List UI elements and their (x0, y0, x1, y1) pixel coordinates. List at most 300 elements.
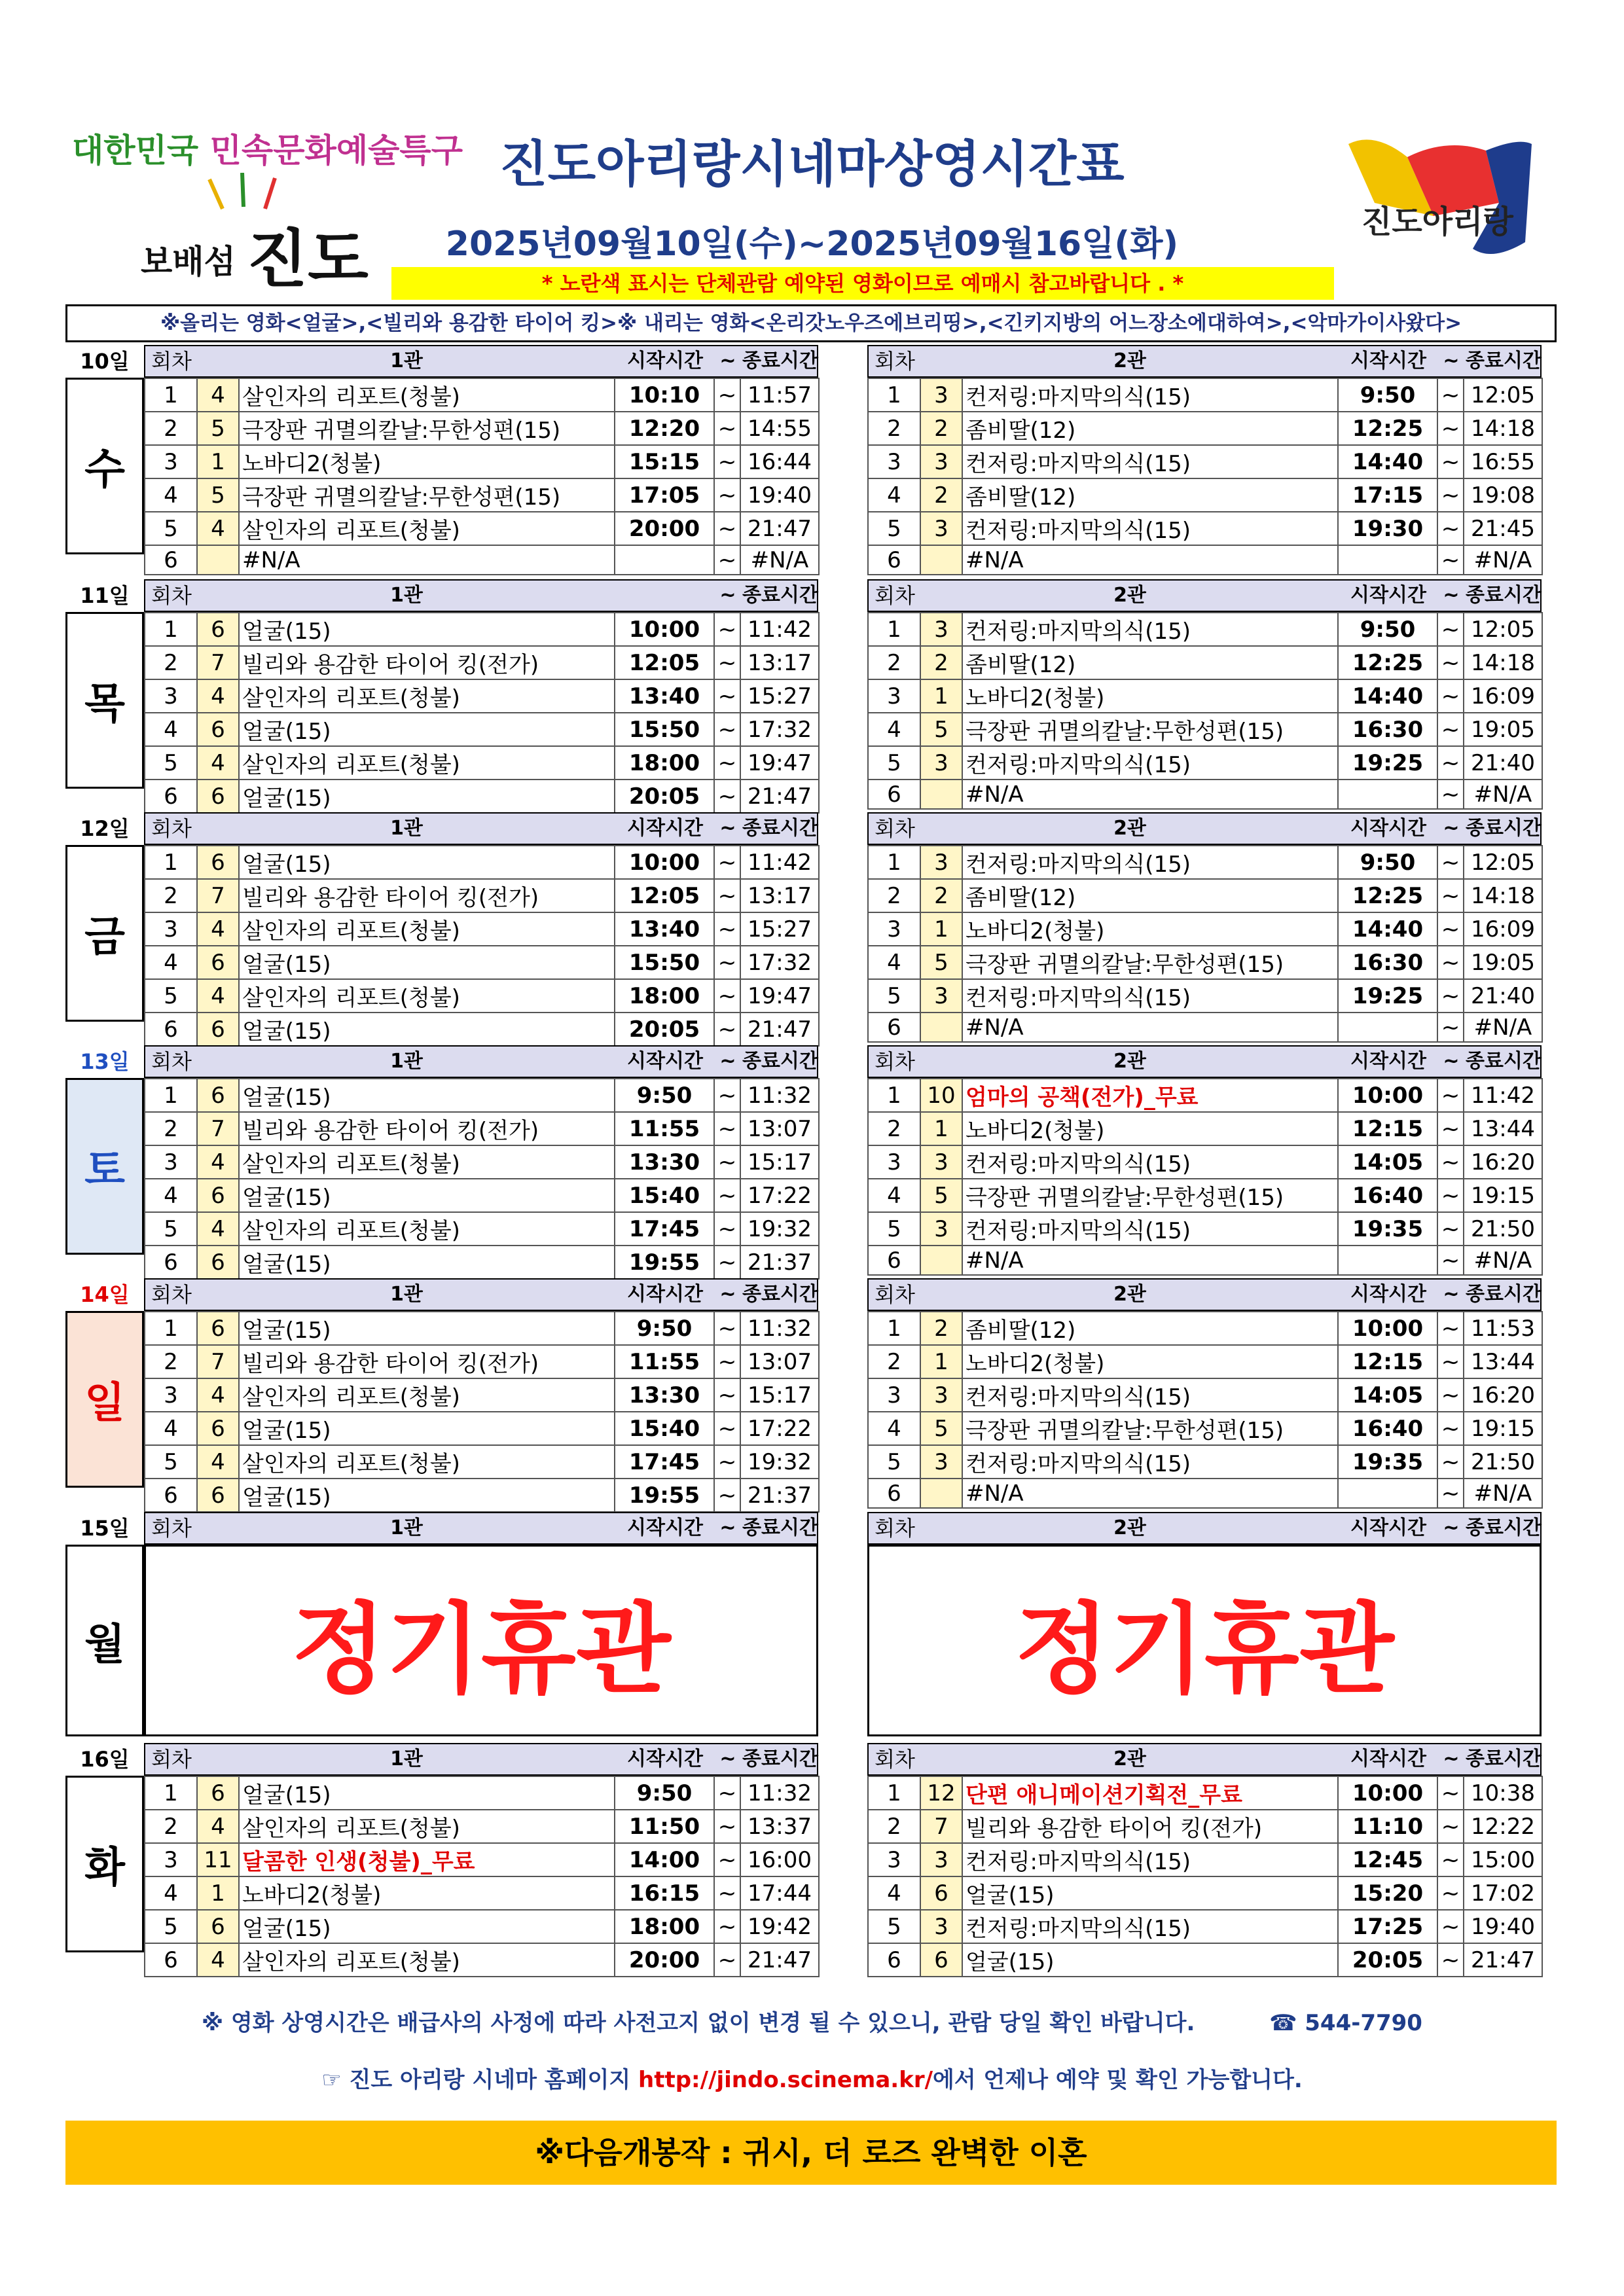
movie-title: 컨저링:마지막의식(15) (962, 1910, 1338, 1943)
end-time: 15:17 (740, 1378, 819, 1412)
time-separator: ~ (714, 646, 740, 679)
round-number: 5 (868, 979, 920, 1013)
table-row (868, 1910, 1542, 1943)
start-time: 15:40 (615, 1179, 714, 1212)
screen-code: 6 (197, 613, 239, 646)
movie-title: 얼굴(15) (239, 1776, 615, 1810)
end-time: 19:47 (740, 979, 819, 1013)
end-time: 19:40 (1464, 1910, 1542, 1943)
round-number: 1 (868, 1312, 920, 1345)
table-row (868, 1810, 1542, 1843)
time-separator: ~ (1437, 1843, 1464, 1876)
start-time: 9:50 (615, 1079, 714, 1112)
schedule-table (144, 1311, 820, 1513)
header-round: 회차 (875, 349, 915, 374)
schedule-table (144, 612, 820, 814)
phone-number: ☎ 544-7790 (1269, 2010, 1422, 2036)
start-time: 11:55 (615, 1112, 714, 1145)
table-row (868, 1212, 1542, 1246)
start-time: 14:40 (1338, 912, 1437, 946)
table-row (145, 1345, 819, 1378)
hall-header (144, 1512, 818, 1545)
table-row (145, 879, 819, 912)
homepage-info (0, 2062, 1624, 2094)
screen-code: 5 (197, 478, 239, 512)
next-release-bar: ※다음개봉작 : 귀시, 더 로즈 완벽한 이혼 (65, 2121, 1557, 2185)
start-time: 15:50 (615, 946, 714, 979)
header-hall: 1관 (390, 1050, 423, 1073)
end-time: 14:18 (1464, 646, 1542, 679)
movie-title: 얼굴(15) (239, 1312, 615, 1345)
header-tilde: ~ (1443, 584, 1460, 607)
time-separator: ~ (714, 1910, 740, 1943)
time-separator: ~ (714, 1179, 740, 1212)
screen-code: 6 (197, 780, 239, 813)
screen-code: 6 (197, 713, 239, 746)
table-row (868, 1145, 1542, 1179)
end-time: 13:37 (740, 1810, 819, 1843)
hall-header (144, 1278, 818, 1311)
screen-code: 1 (920, 679, 962, 713)
header-round: 회차 (875, 1516, 915, 1541)
screen-code: 3 (920, 846, 962, 879)
start-time: 12:15 (1338, 1345, 1437, 1378)
end-time: 11:42 (740, 613, 819, 646)
logo-text-jindo: 진도 (247, 223, 369, 296)
screen-code: 3 (920, 1145, 962, 1179)
header-hall: 2관 (1113, 350, 1146, 372)
screen-code: 5 (920, 1179, 962, 1212)
time-separator: ~ (714, 1312, 740, 1345)
movie-title: 노바디2(청불) (962, 912, 1338, 946)
screen-code: 4 (197, 512, 239, 545)
end-time: 11:42 (1464, 1079, 1542, 1112)
header-hall: 2관 (1113, 584, 1146, 607)
round-number: 2 (145, 646, 197, 679)
time-separator: ~ (1437, 445, 1464, 478)
end-time: 16:55 (1464, 445, 1542, 478)
start-time: 10:00 (615, 846, 714, 879)
end-time: 16:44 (740, 445, 819, 478)
round-number: 1 (868, 378, 920, 412)
end-time: 19:42 (740, 1910, 819, 1943)
header-end: 종료시간 (742, 1050, 818, 1073)
table-row (868, 713, 1542, 746)
start-time: 10:10 (615, 378, 714, 412)
start-time: 19:35 (1338, 1212, 1437, 1246)
table-row (145, 1013, 819, 1046)
hall-header (867, 1512, 1542, 1545)
day-of-week: 화 (65, 1776, 144, 1952)
end-time: 11:32 (740, 1776, 819, 1810)
screen-code: 3 (920, 378, 962, 412)
end-time: 12:05 (1464, 378, 1542, 412)
movie-title: 노바디2(청불) (239, 1876, 615, 1910)
end-time: 16:20 (1464, 1378, 1542, 1412)
table-row (868, 1312, 1542, 1345)
header-round: 회차 (875, 1747, 915, 1772)
screen-code: 1 (920, 1345, 962, 1378)
time-separator: ~ (1437, 1345, 1464, 1378)
start-time: 17:45 (615, 1212, 714, 1246)
movie-title: 극장판 귀멸의칼날:무한성편(15) (962, 946, 1338, 979)
round-number: 1 (145, 1776, 197, 1810)
day-date-label: 12일 (80, 816, 130, 841)
table-row (145, 679, 819, 713)
start-time: 9:50 (615, 1776, 714, 1810)
table-row (145, 545, 819, 575)
end-time: #N/A (740, 545, 819, 575)
time-separator: ~ (1437, 478, 1464, 512)
screen-code: 6 (197, 1312, 239, 1345)
movie-title: 컨저링:마지막의식(15) (962, 613, 1338, 646)
round-number: 5 (868, 512, 920, 545)
day-date-label: 10일 (80, 349, 130, 374)
table-row (145, 478, 819, 512)
time-separator: ~ (714, 1776, 740, 1810)
round-number: 2 (868, 1345, 920, 1378)
movie-title: 컨저링:마지막의식(15) (962, 445, 1338, 478)
movie-title: 좀비딸(12) (962, 412, 1338, 445)
time-separator: ~ (1437, 679, 1464, 713)
round-number: 3 (868, 912, 920, 946)
screen-code: 7 (197, 646, 239, 679)
end-time: 15:00 (1464, 1843, 1542, 1876)
start-time: 15:20 (1338, 1876, 1437, 1910)
start-time: 11:50 (615, 1810, 714, 1843)
hall-header (144, 345, 818, 378)
round-number: 6 (868, 545, 920, 575)
movie-title: 살인자의 리포트(청불) (239, 1378, 615, 1412)
round-number: 1 (868, 1079, 920, 1112)
screen-code: 6 (197, 1246, 239, 1279)
screen-code: 4 (197, 378, 239, 412)
end-time: #N/A (1464, 1013, 1542, 1042)
header-tilde: ~ (719, 1516, 736, 1539)
header-tilde: ~ (1443, 817, 1460, 840)
round-number: 4 (868, 946, 920, 979)
table-row (868, 646, 1542, 679)
table-row (868, 545, 1542, 575)
round-number: 2 (145, 1810, 197, 1843)
time-separator: ~ (714, 613, 740, 646)
screen-code: 7 (920, 1810, 962, 1843)
table-row (868, 746, 1542, 780)
screen-code: 3 (920, 979, 962, 1013)
round-number: 5 (145, 512, 197, 545)
start-time: 20:05 (1338, 1943, 1437, 1977)
time-separator: ~ (714, 1212, 740, 1246)
movie-title: #N/A (962, 545, 1338, 575)
movie-title: 달콤한 인생(청불)_무료 (239, 1843, 615, 1876)
schedule-table (144, 845, 820, 1047)
closed-notice: 정기휴관 (867, 1545, 1542, 1736)
time-separator: ~ (714, 1345, 740, 1378)
end-time: 13:44 (1464, 1345, 1542, 1378)
screen-code: 6 (197, 1479, 239, 1512)
table-row (868, 1479, 1542, 1508)
day-date-label: 15일 (80, 1516, 130, 1541)
time-separator: ~ (714, 912, 740, 946)
start-time: 9:50 (1338, 378, 1437, 412)
header-end: 종료시간 (742, 584, 818, 607)
start-time (1338, 1246, 1437, 1275)
day-of-week: 일 (65, 1311, 144, 1488)
table-row (145, 512, 819, 545)
movie-title: 컨저링:마지막의식(15) (962, 746, 1338, 780)
end-time: 19:32 (740, 1212, 819, 1246)
movie-title: 컨저링:마지막의식(15) (962, 979, 1338, 1013)
hall-header (867, 345, 1542, 378)
start-time: 20:05 (615, 780, 714, 813)
movie-title: 얼굴(15) (239, 780, 615, 813)
movie-title: 컨저링:마지막의식(15) (962, 378, 1338, 412)
schedule-table (867, 1078, 1543, 1276)
start-time: 19:25 (1338, 746, 1437, 780)
round-number: 5 (868, 1910, 920, 1943)
time-separator: ~ (1437, 746, 1464, 780)
time-separator: ~ (1437, 378, 1464, 412)
movie-title: 빌리와 용감한 타이어 킹(전가) (239, 1112, 615, 1145)
header-tilde: ~ (719, 1748, 736, 1770)
page-title: 진도아리랑시네마상영시간표 (499, 135, 1125, 193)
table-row (868, 679, 1542, 713)
header-start: 시작시간 (1350, 817, 1426, 840)
time-separator: ~ (714, 478, 740, 512)
movie-title: 좀비딸(12) (962, 879, 1338, 912)
time-separator: ~ (714, 713, 740, 746)
start-time: 13:40 (615, 679, 714, 713)
screen-code: 4 (197, 1378, 239, 1412)
start-time: 14:40 (1338, 679, 1437, 713)
table-row (145, 1445, 819, 1479)
schedule-table (867, 845, 1543, 1043)
movie-title: #N/A (962, 1479, 1338, 1508)
end-time: 17:32 (740, 713, 819, 746)
round-number: 2 (145, 1345, 197, 1378)
end-time: 16:09 (1464, 679, 1542, 713)
header-hall: 1관 (390, 1283, 423, 1306)
start-time: 11:55 (615, 1345, 714, 1378)
end-time: 21:47 (740, 780, 819, 813)
movie-title: 살인자의 리포트(청불) (239, 679, 615, 713)
round-number: 3 (868, 445, 920, 478)
screen-code: 3 (920, 1843, 962, 1876)
start-time: 12:25 (1338, 646, 1437, 679)
round-number: 6 (145, 1943, 197, 1977)
table-row (145, 646, 819, 679)
schedule-table (144, 1776, 820, 1977)
homepage-link[interactable]: http://jindo.scinema.kr/ (638, 2067, 933, 2093)
screen-code: 7 (197, 1112, 239, 1145)
start-time: 13:30 (615, 1378, 714, 1412)
screen-code: 6 (197, 1179, 239, 1212)
hall-header (867, 812, 1542, 845)
round-number: 6 (868, 1013, 920, 1042)
screen-code (197, 545, 239, 575)
time-separator: ~ (1437, 545, 1464, 575)
end-time: 13:17 (740, 879, 819, 912)
schedule-table (867, 1311, 1543, 1509)
table-row (145, 979, 819, 1013)
screen-code: 7 (197, 879, 239, 912)
table-row (868, 412, 1542, 445)
round-number: 3 (868, 1378, 920, 1412)
end-time: 12:22 (1464, 1810, 1542, 1843)
start-time (1338, 545, 1437, 575)
time-separator: ~ (1437, 646, 1464, 679)
time-separator: ~ (1437, 1412, 1464, 1445)
screen-code: 2 (920, 879, 962, 912)
header-start: 시작시간 (1350, 1050, 1426, 1073)
table-row (145, 412, 819, 445)
table-row (145, 912, 819, 946)
time-separator: ~ (1437, 912, 1464, 946)
end-time: 17:02 (1464, 1876, 1542, 1910)
screen-code: 4 (197, 1212, 239, 1246)
end-time: 17:44 (740, 1876, 819, 1910)
table-row (868, 1412, 1542, 1445)
movie-change-notice: ※올리는 영화<얼굴>,<빌리와 용감한 타이어 킹>※ 내리는 영화<온리갓노우즈에브리띵>,<긴키지방의 어느장소에대하여>,<악마가이사왔다> (65, 304, 1557, 342)
header-tilde: ~ (719, 1050, 736, 1073)
table-row (145, 378, 819, 412)
end-time: 11:53 (1464, 1312, 1542, 1345)
schedule-table (867, 612, 1543, 810)
time-separator: ~ (1437, 1445, 1464, 1479)
time-separator: ~ (714, 1145, 740, 1179)
table-row (868, 1943, 1542, 1977)
round-number: 4 (868, 478, 920, 512)
screen-code: 7 (197, 1345, 239, 1378)
screen-code: 4 (197, 679, 239, 713)
start-time: 14:05 (1338, 1145, 1437, 1179)
round-number: 3 (145, 1843, 197, 1876)
start-time: 19:55 (615, 1246, 714, 1279)
time-separator: ~ (714, 378, 740, 412)
start-time: 16:30 (1338, 946, 1437, 979)
time-separator: ~ (1437, 1876, 1464, 1910)
end-time: #N/A (1464, 1479, 1542, 1508)
table-row (868, 378, 1542, 412)
round-number: 2 (868, 1112, 920, 1145)
round-number: 1 (145, 1312, 197, 1345)
header-end: 종료시간 (742, 1748, 818, 1770)
movie-title: 얼굴(15) (239, 713, 615, 746)
time-separator: ~ (714, 1876, 740, 1910)
table-row (868, 1079, 1542, 1112)
screen-code: 1 (197, 1876, 239, 1910)
start-time: 13:40 (615, 912, 714, 946)
end-time: 11:32 (740, 1312, 819, 1345)
start-time: 12:25 (1338, 879, 1437, 912)
round-number: 1 (145, 613, 197, 646)
movie-title: 얼굴(15) (239, 1910, 615, 1943)
start-time: 20:00 (615, 512, 714, 545)
round-number: 5 (145, 746, 197, 780)
screen-code: 5 (920, 713, 962, 746)
round-number: 2 (145, 1112, 197, 1145)
round-number: 6 (145, 1013, 197, 1046)
start-time (1338, 1479, 1437, 1508)
round-number: 3 (868, 1145, 920, 1179)
hall-header (144, 812, 818, 845)
start-time: 10:00 (1338, 1079, 1437, 1112)
logo-arirang-text: 진도아리랑 (1362, 204, 1513, 240)
table-row (868, 846, 1542, 879)
round-number: 1 (868, 1776, 920, 1810)
screen-code: 6 (197, 1412, 239, 1445)
time-separator: ~ (714, 1412, 740, 1445)
screen-code: 2 (920, 412, 962, 445)
movie-title: 컨저링:마지막의식(15) (962, 1445, 1338, 1479)
movie-title: 얼굴(15) (239, 1412, 615, 1445)
table-row (145, 1776, 819, 1810)
end-time: 21:50 (1464, 1445, 1542, 1479)
start-time: 12:45 (1338, 1843, 1437, 1876)
table-row (145, 846, 819, 879)
time-separator: ~ (1437, 1943, 1464, 1977)
round-number: 1 (868, 846, 920, 879)
end-time: 19:15 (1464, 1412, 1542, 1445)
table-row (868, 445, 1542, 478)
day-of-week: 금 (65, 845, 144, 1022)
start-time: 12:05 (615, 646, 714, 679)
table-row (145, 445, 819, 478)
schedule-change-notice (0, 2005, 1624, 2037)
start-time: 16:15 (615, 1876, 714, 1910)
table-row (145, 1843, 819, 1876)
start-time: 19:30 (1338, 512, 1437, 545)
header-end: 종료시간 (742, 1283, 818, 1306)
screen-code: 11 (197, 1843, 239, 1876)
round-number: 3 (145, 912, 197, 946)
time-separator: ~ (1437, 1112, 1464, 1145)
end-time: 17:22 (740, 1179, 819, 1212)
screen-code: 4 (197, 1810, 239, 1843)
time-separator: ~ (1437, 1810, 1464, 1843)
table-row (868, 512, 1542, 545)
time-separator: ~ (714, 846, 740, 879)
hall-header (867, 579, 1542, 612)
time-separator: ~ (714, 679, 740, 713)
table-row (868, 1013, 1542, 1042)
end-time: 19:08 (1464, 478, 1542, 512)
start-time (1338, 1013, 1437, 1042)
time-separator: ~ (1437, 1378, 1464, 1412)
end-time: 17:22 (740, 1412, 819, 1445)
time-separator: ~ (1437, 713, 1464, 746)
end-time: 11:32 (740, 1079, 819, 1112)
movie-title: 노바디2(청불) (962, 679, 1338, 713)
table-row (868, 1246, 1542, 1275)
header-start: 시작시간 (1350, 350, 1426, 372)
movie-title: 컨저링:마지막의식(15) (962, 846, 1338, 879)
round-number: 3 (145, 1378, 197, 1412)
day-date-label: 11일 (80, 583, 130, 608)
movie-title: 얼굴(15) (962, 1876, 1338, 1910)
time-separator: ~ (1437, 1145, 1464, 1179)
round-number: 6 (145, 1479, 197, 1512)
movie-title: 노바디2(청불) (239, 445, 615, 478)
round-number: 2 (145, 879, 197, 912)
movie-title: 노바디2(청불) (962, 1112, 1338, 1145)
time-separator: ~ (714, 1943, 740, 1977)
movie-title: 살인자의 리포트(청불) (239, 512, 615, 545)
screen-code: 6 (197, 946, 239, 979)
time-separator: ~ (1437, 1479, 1464, 1508)
movie-title: #N/A (239, 545, 615, 575)
round-number: 4 (868, 1179, 920, 1212)
